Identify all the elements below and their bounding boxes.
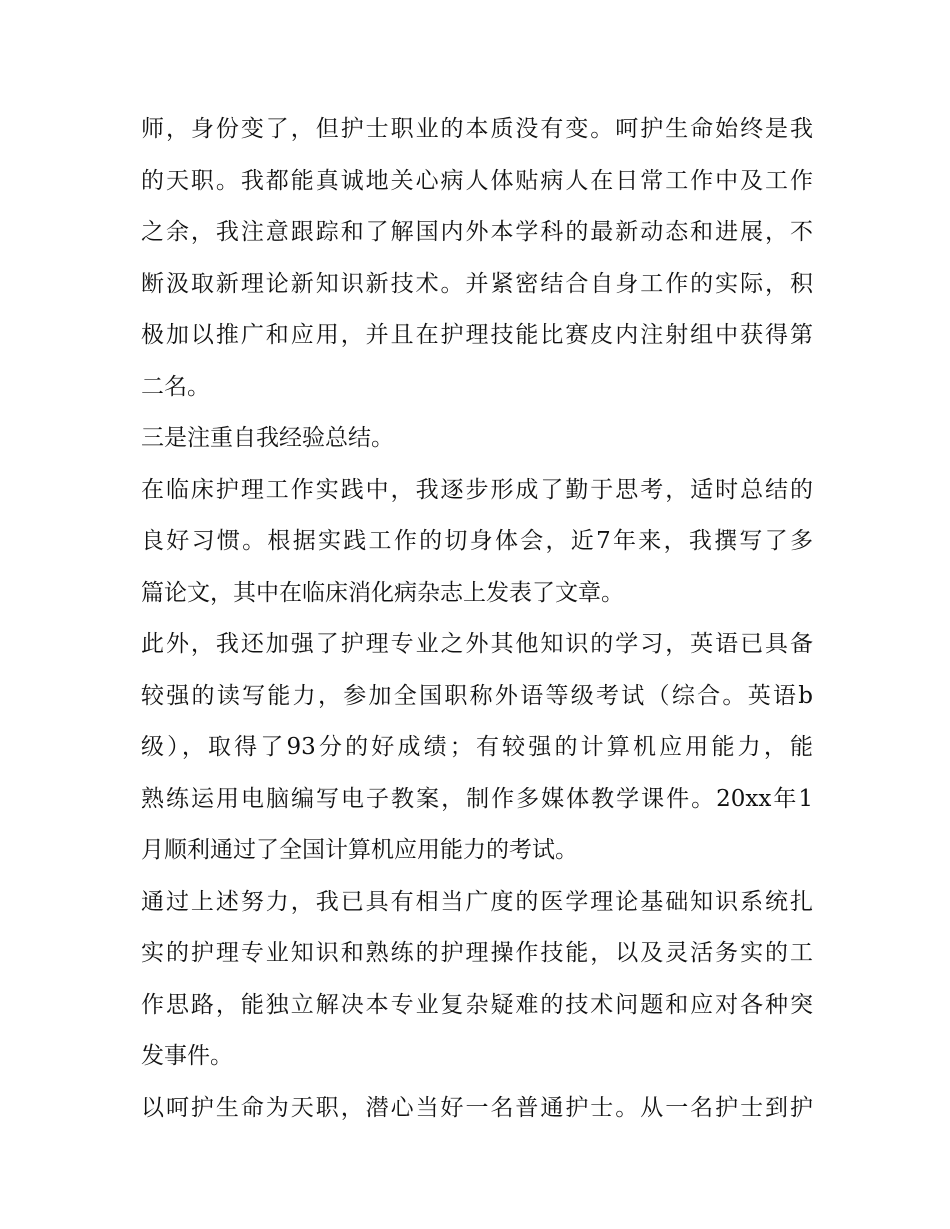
text-line: 二名。 <box>141 373 210 400</box>
text-line: 之余，我注意跟踪和了解国内外本学科的最新动态和进展，不 <box>141 219 813 245</box>
text-line: 月顺利通过了全国计算机应用能力的考试。 <box>141 837 578 863</box>
text-line: 级），取得了93分的好成绩；有较强的计算机应用能力，能 <box>141 734 813 760</box>
text-line: 作思路，能独立解决本专业复杂疑难的技术问题和应对各种突 <box>141 991 813 1018</box>
text-line: 良好习惯。根据实践工作的切身体会，近7年来，我撰写了多 <box>141 528 813 554</box>
text-line: 此外，我还加强了护理专业之外其他知识的学习，英语已具备 <box>141 631 813 657</box>
text-line: 以呵护生命为天职，潜心当好一名普通护士。从一名护士到护 <box>141 1094 813 1121</box>
text-line: 断汲取新理论新知识新技术。并紧密结合自身工作的实际，积 <box>141 270 813 297</box>
document-body <box>141 104 813 1134</box>
text-line: 篇论文，其中在临床消化病杂志上发表了文章。 <box>141 579 624 606</box>
text-line: 发事件。 <box>141 1043 233 1069</box>
text-line: 极加以推广和应用，并且在护理技能比赛皮内注射组中获得第 <box>141 322 813 348</box>
text-line: 较强的读写能力，参加全国职称外语等级考试（综合。英语b <box>141 682 813 709</box>
text-line: 师，身份变了，但护士职业的本质没有变。呵护生命始终是我 <box>141 116 813 142</box>
text-line: 实的护理专业知识和熟练的护理操作技能，以及灵活务实的工 <box>141 940 813 966</box>
text-line: 在临床护理工作实践中，我逐步形成了勤于思考，适时总结的 <box>141 476 813 503</box>
text-line: 的天职。我都能真诚地关心病人体贴病人在日常工作中及工作 <box>141 167 813 194</box>
text-line: 熟练运用电脑编写电子教案，制作多媒体教学课件。20xx年1 <box>141 785 813 812</box>
text-line: 通过上述努力，我已具有相当广度的医学理论基础知识系统扎 <box>141 888 813 915</box>
section-heading: 三是注重自我经验总结。 <box>141 425 394 451</box>
